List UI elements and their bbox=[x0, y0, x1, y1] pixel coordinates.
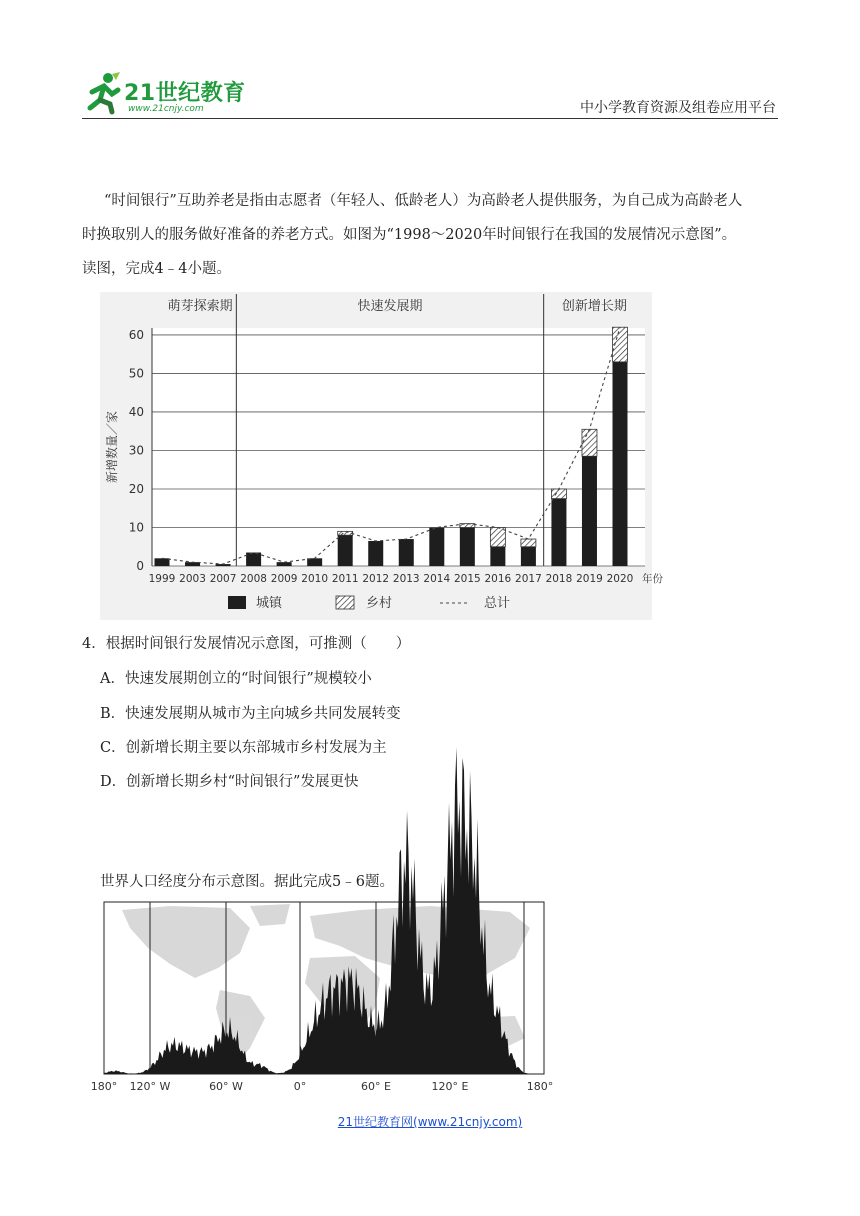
logo-text: 21世纪教育 bbox=[124, 81, 246, 106]
footer-link[interactable]: 21世纪教育网(www.21cnjy.com) bbox=[337, 1115, 523, 1129]
footer bbox=[0, 1113, 860, 1130]
y-tick-label: 30 bbox=[128, 443, 144, 458]
x-tick-label: 2011 bbox=[331, 573, 359, 585]
bar-rural bbox=[490, 527, 505, 546]
x-tick-label: 2017 bbox=[515, 573, 542, 585]
legend-swatch-rural bbox=[336, 596, 354, 609]
x-tick-label: 2012 bbox=[362, 573, 390, 585]
bar-rural bbox=[338, 531, 353, 535]
period-label: 快速发展期 bbox=[357, 299, 423, 314]
x-tick-label: 2015 bbox=[453, 573, 481, 585]
x-tick-label: 1999 bbox=[148, 573, 176, 585]
question-4-stem: 4．根据时间银行发展情况示意图，可推测（ ） bbox=[82, 636, 411, 652]
longitude-tick-label: 0° bbox=[293, 1080, 307, 1093]
bar-urban bbox=[155, 558, 170, 566]
intro-paragraph bbox=[82, 184, 782, 286]
period-label: 萌芽探索期 bbox=[167, 299, 233, 314]
y-tick-label: 20 bbox=[128, 481, 144, 496]
bar-rural bbox=[551, 489, 566, 499]
y-tick-label: 60 bbox=[128, 327, 144, 342]
legend-label: 总计 bbox=[484, 596, 511, 611]
longitude-tick-label: 60° E bbox=[361, 1080, 391, 1093]
bar-rural bbox=[582, 429, 597, 456]
map-intro: 世界人口经度分布示意图。据此完成5﹣6题。 bbox=[100, 874, 394, 890]
x-tick-label: 2013 bbox=[392, 573, 420, 585]
legend-label: 城镇 bbox=[256, 596, 283, 611]
runner-logo-icon bbox=[82, 70, 122, 114]
bar-rural bbox=[521, 539, 536, 547]
longitude-tick-label: 180° bbox=[90, 1080, 118, 1093]
option-a[interactable]: A．快速发展期创立的“时间银行”规模较小 bbox=[100, 671, 372, 687]
x-tick-label: 2008 bbox=[240, 573, 267, 585]
site-logo bbox=[82, 70, 252, 118]
x-tick-label: 2014 bbox=[423, 573, 451, 585]
period-label: 创新增长期 bbox=[561, 299, 627, 314]
x-axis-unit: 年份 bbox=[642, 573, 663, 585]
time-bank-chart bbox=[100, 292, 663, 620]
longitude-tick-label: 60° W bbox=[209, 1080, 243, 1093]
bar-urban bbox=[246, 553, 261, 566]
x-tick-label: 2007 bbox=[209, 573, 237, 585]
population-longitude-map bbox=[90, 898, 558, 1096]
logo-url: www.21cnjy.com bbox=[128, 104, 204, 114]
bar-urban bbox=[460, 527, 475, 566]
intro-line-2: 时换取别人的服务做好准备的养老方式。如图为“1998～2020年时间银行在我国的发展情况示意图”。 bbox=[82, 227, 737, 243]
intro-line-3: 读图，完成4﹣4小题。 bbox=[82, 261, 231, 277]
longitude-tick-label: 120° W bbox=[129, 1080, 171, 1093]
intro-line-1: “时间银行”互助养老是指由志愿者（年轻人、低龄老人）为高龄老人提供服务，为自己成为高龄老人 bbox=[104, 193, 743, 209]
option-d[interactable]: D．创新增长期乡村“时间银行”发展更快 bbox=[100, 774, 359, 790]
bar-urban bbox=[613, 362, 628, 566]
bar-urban bbox=[368, 541, 383, 566]
platform-name: 中小学教育资源及组卷应用平台 bbox=[580, 100, 776, 116]
bar-urban bbox=[551, 499, 566, 566]
bar-urban bbox=[582, 456, 597, 566]
bar-urban bbox=[277, 562, 292, 566]
bar-urban bbox=[490, 547, 505, 566]
legend-label: 乡村 bbox=[366, 596, 393, 611]
bar-urban bbox=[521, 547, 536, 566]
x-tick-label: 2020 bbox=[606, 573, 634, 585]
longitude-tick-label: 120° E bbox=[431, 1080, 469, 1093]
x-tick-label: 2003 bbox=[179, 573, 206, 585]
x-tick-label: 2010 bbox=[301, 573, 329, 585]
bar-urban bbox=[429, 527, 444, 566]
longitude-tick-label: 180° bbox=[526, 1080, 554, 1093]
x-tick-label: 2018 bbox=[545, 573, 573, 585]
y-axis-label: 新增数量／家 bbox=[105, 410, 119, 484]
bar-urban bbox=[399, 539, 414, 566]
x-tick-label: 2009 bbox=[270, 573, 298, 585]
option-b[interactable]: B．快速发展期从城市为主向城乡共同发展转变 bbox=[100, 706, 401, 722]
y-tick-label: 10 bbox=[128, 520, 144, 535]
bar-urban bbox=[338, 535, 353, 566]
header-divider bbox=[82, 118, 778, 119]
y-tick-label: 50 bbox=[128, 366, 144, 381]
y-tick-label: 0 bbox=[136, 559, 144, 573]
x-tick-label: 2016 bbox=[484, 573, 512, 585]
x-tick-label: 2019 bbox=[576, 573, 603, 585]
legend-swatch-urban bbox=[228, 596, 246, 609]
option-c[interactable]: C．创新增长期主要以东部城市乡村发展为主 bbox=[100, 740, 387, 756]
plot-area bbox=[152, 328, 645, 566]
y-tick-label: 40 bbox=[128, 404, 144, 419]
